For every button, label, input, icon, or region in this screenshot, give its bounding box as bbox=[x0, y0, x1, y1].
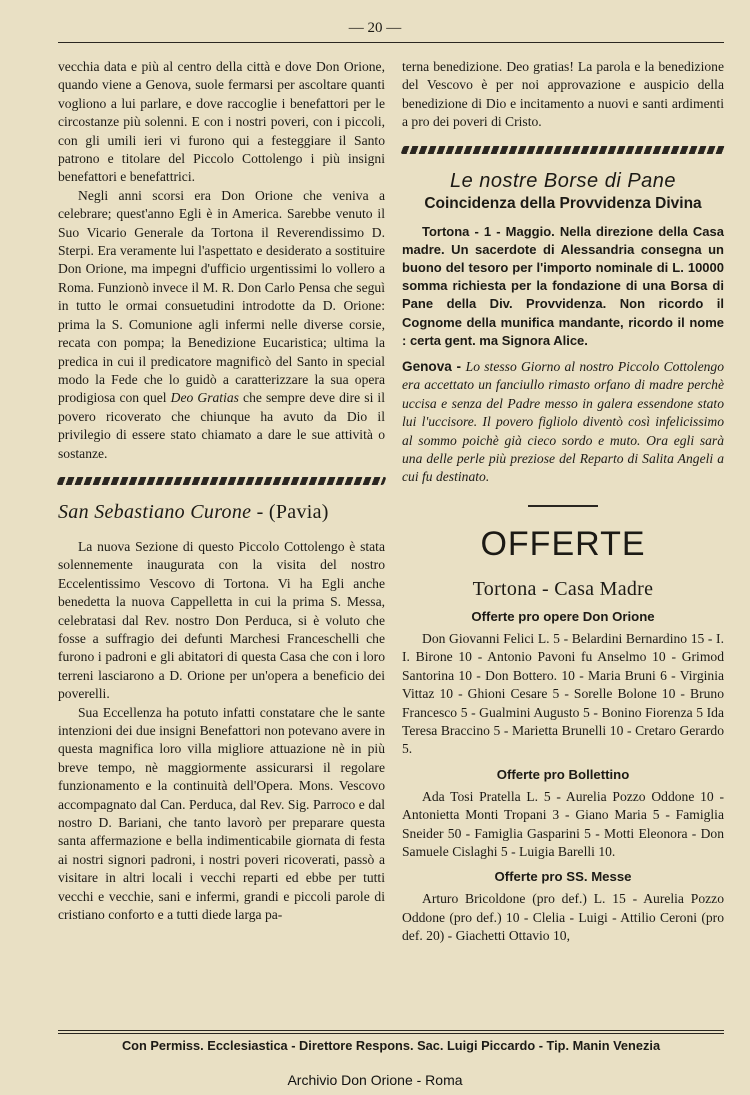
archive-watermark: Archivio Don Orione - Roma bbox=[287, 1072, 463, 1088]
offerte-heading-messe: Offerte pro SS. Messe bbox=[494, 869, 632, 885]
short-divider bbox=[528, 505, 598, 507]
left-paragraph-2 bbox=[58, 187, 385, 463]
section-title-san-sebastiano bbox=[58, 501, 385, 524]
footer-rule-thin bbox=[58, 1033, 724, 1034]
page-number: — 20 — bbox=[348, 20, 402, 36]
offerte-title: OFFERTE bbox=[480, 524, 646, 563]
left-paragraph-2-text: Negli anni scorsi era Don Orione che veniva a celebrare; quest'anno Egli è in America. Sarebbe venuto il Suo Vicario Generale da Tortona il Reverendissimo D. Sterpi. Era veramente lui l'aspettato e desiderato a sostituire Don Orione, ma impegni d'ufficio urgentissimi lo vollero a Roma. Funzionò invece il M. R. Don Carlo Pensa che seguì in tutto le ormai consuetudini introdotte da D. Orione: prima la S. Comunione agli infermi nelle diverse corsie, recata con pompa; la Benedizione Eucaristica; ultima la predica in cui il predicatore magnificò del Santo in special modo la Fede che lo guidò a caratterizzare la sua opera prodigiosa con quel bbox=[58, 187, 385, 406]
offerte-heading-bollettino: Offerte pro Bollettino bbox=[496, 766, 630, 782]
offerte-list-don-orione: Don Giovanni Felici L. 5 - Belardini Bernardino 15 - I. I. Birone 10 - Antonio Pavoni fu Anselmo 10 - Grimod Santorina 10 - Don Bottero. 10 - Maria Bruni 6 - Virginia Vittaz 10 - Ghioni Cesare 5 - Sorelle Bolone 10 - Bruno Francesco 5 - Gualmini Augusto 5 - Bonino Fiorenza 5 Ida Teresa Braccino 5 - Marietta Brunelli 10 - Cretaro Gerardo 5. bbox=[402, 630, 724, 757]
decorative-divider bbox=[401, 146, 726, 154]
left-paragraph-3: La nuova Sezione di questo Piccolo Cottolengo è stata solennemente inaugurata con la visita del nostro Eccelentissimo Vescovo di Tortona. Vi ha Egli anche benedetta la nuova Cappelletta in cui la prima S. Messa, celebratasi dal Rev. nostro Don Perduca, si è voluto che fosse a suffragio dei defunti Marchesi Franceschelli che furono i padroni e gli abitatori di questa Casa che con i loro terreni lasciarono a D. Orione per un'opera a beneficio dei poverelli. bbox=[58, 538, 385, 702]
right-paragraph-continuation: terna benedizione. Deo gratias! La parola e la benedizione del Vescovo è per noi approvazione e auspicio della benedizione di Dio e incitamento a nuovi e santi ardimenti a pro dei poveri di Cristo. bbox=[402, 59, 724, 130]
deo-gratias-italic: Deo Gratias bbox=[170, 390, 239, 406]
offerte-subtitle: Tortona - Casa Madre bbox=[472, 577, 654, 600]
left-paragraph-2-end: che sempre deve dire si il povero ricoverato che chiunque ha avuto da Dio il privilegio di essere stato chiamato a dare le sue attività o sostanze. bbox=[58, 390, 385, 461]
decorative-divider bbox=[57, 477, 387, 485]
footer-imprint: Con Permiss. Ecclesiastica - Direttore Respons. Sac. Luigi Piccardo - Tip. Manin Venezia bbox=[121, 1038, 661, 1053]
left-paragraph-4: Sua Eccellenza ha potuto infatti constatare che le sante intenzioni dei due insigni Benefattori non potevano avere in questa magnifica loro villa migliore attuazione nè in più breve tempo, nè maggiormente assicurarsi il regolare funzionamento e la continuità dell'Opera. Mons. Vescovo accompagnato dal Can. Perduca, dal Rev. Sig. Parroco e dal nostro D. Bariani, che tanto lavorò per preparare questa santa affermazione e bella indimenticabile giornata di festa ai nostri signori padroni, i nostri poveri ricoverati, passò a visitare in altri locali i vecchi reparti ed ebbe per tutti vecchi e vecchie, sani e infermi, grandi e piccoli parole di cristiano conforto e a tutti diede larga pa- bbox=[58, 704, 385, 923]
genova-lead: Genova - bbox=[402, 359, 466, 375]
tortona-paragraph: Tortona - 1 - Maggio. Nella direzione della Casa madre. Un sacerdote di Alessandria consegna un buono del tesoro per l'importo nominale di L. 10000 somma richiesta per la fondazione di una Borsa di Pane della Div. Provvidenza. Non ricordo il Cognome della munifica mandante, ricordo il nome : certa gent. ma Signora Alice. bbox=[402, 223, 724, 348]
genova-paragraph bbox=[402, 358, 724, 487]
borse-title: Le nostre Borse di Pane bbox=[449, 169, 677, 192]
header-rule bbox=[58, 42, 724, 43]
section-title-text: San Sebastiano Curone bbox=[58, 500, 252, 523]
footer-rule bbox=[58, 1030, 724, 1031]
left-column bbox=[58, 58, 385, 924]
borse-subtitle: Coincidenza della Provvidenza Divina bbox=[424, 194, 702, 212]
genova-text: Lo stesso Giorno al nostro Piccolo Cottolengo era accettato un fanciullo rimasto orfano di madre perchè uccisa e senza del Padre messo in galera essendone stato lui l'uccisore. Il povero figliolo diventò così infelicissimo al sommo poichè già cieco sordo e muto. Ora egli sarà una delle perle più preziose del Reparto di Salita Angeli a cui fu destinato. bbox=[402, 359, 725, 485]
left-paragraph-1: vecchia data e più al centro della città e dove Don Orione, quando viene a Genova, suole fermarsi per ascoltare quanti vogliono a lui parlare, e dove raccoglie i benefattori per le circostanze più solenni. E con i nostri poveri, con i piccoli, con gli umili ieri vi furono qui a festeggiare il Santo patrono e titolare del Piccolo Cottolengo i più insigni benefattori e benefattrici. bbox=[58, 59, 385, 185]
right-column bbox=[402, 58, 724, 946]
offerte-heading-don-orione: Offerte pro opere Don Orione bbox=[471, 608, 655, 624]
offerte-list-bollettino: Ada Tosi Pratella L. 5 - Aurelia Pozzo Oddone 10 - Antonietta Monti Tropani 3 - Giano Maria 5 - Famiglia Sneider 50 - Famiglia Gasparini 5 - Motti Eleonora - Don Samuele Cislaghi 5 - Luigia Barelli 10. bbox=[402, 788, 724, 859]
section-title-place: - (Pavia) bbox=[251, 500, 329, 523]
offerte-list-messe: Arturo Bricoldone (pro def.) L. 15 - Aurelia Pozzo Oddone (pro def.) 10 - Clelia - Luigi - Attilio Ceroni (pro def. 20) - Giachetti Ottavio 10, bbox=[402, 891, 724, 944]
